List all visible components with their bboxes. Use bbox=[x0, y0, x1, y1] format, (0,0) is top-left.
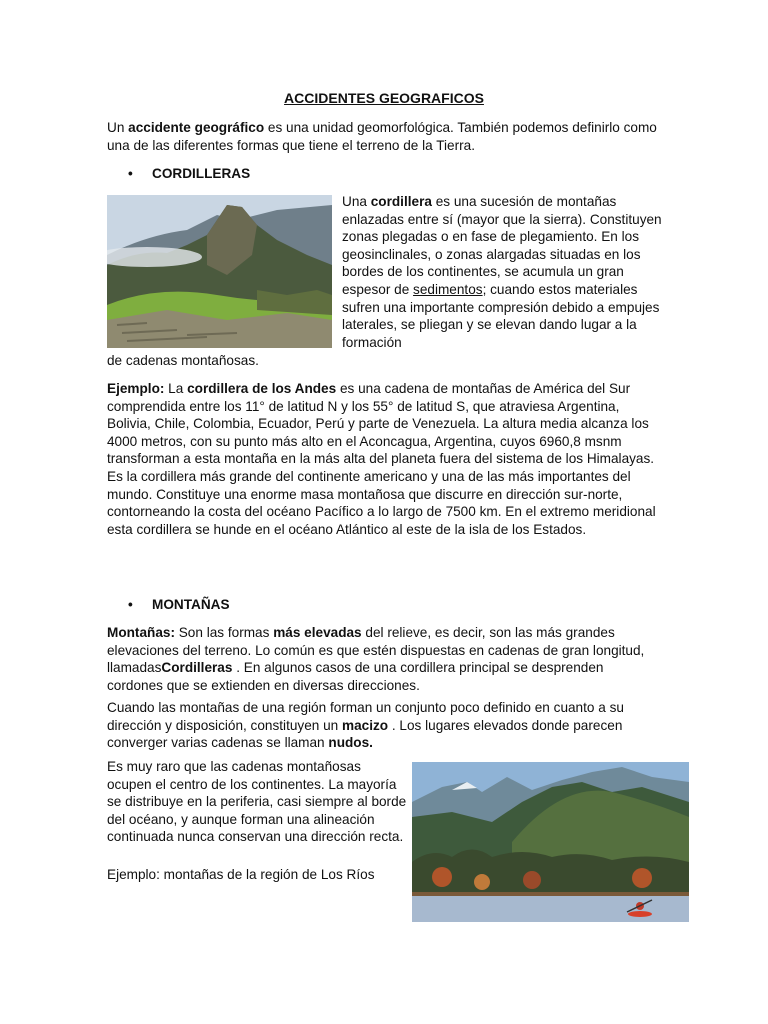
bullet-dot: • bbox=[128, 597, 133, 612]
p1-bold-1: Montañas: bbox=[107, 625, 175, 640]
intro-bold-term: accidente geográfico bbox=[128, 120, 265, 135]
sedimentos-link[interactable]: sedimentos bbox=[413, 281, 483, 297]
machu-picchu-photo bbox=[107, 195, 332, 348]
cordillera-definition-end: de cadenas montañosas. bbox=[107, 353, 259, 368]
p1-text-2: del relieve, es decir, son las más grandes elevaciones del terreno. Lo común es que estén dispuestas en cadenas de gran longitud, llamadas bbox=[107, 625, 645, 676]
example-text-1: La bbox=[164, 381, 188, 396]
bullet-montanas bbox=[128, 596, 230, 614]
p1-bold-3: Cordilleras bbox=[161, 660, 233, 676]
example-bold-andes: cordillera de los Andes bbox=[187, 381, 337, 396]
p2-text-2: . Los lugares elevados donde parecen converger varias cadenas se llaman bbox=[107, 717, 623, 751]
los-rios-photo bbox=[412, 762, 689, 922]
page-title: ACCIDENTES GEOGRAFICOS bbox=[284, 90, 484, 106]
section-heading-cordilleras: CORDILLERAS bbox=[152, 166, 251, 181]
example-text-2: es una cadena de montañas de América del Sur comprendida entre los 11° de latitud N y los 55° de latitud S, que atraviesa Argentina, Bolivia, Chile, Colombia, Ecuador, Perú y parte de Venezuela. La altura media alcanza los 4000 metros, con su punto más alto en el Aconcagua, Argentina, cuyos 6960,8 msnm transforman a esta montaña en la más alta del planeta fuera del sistema de los Himalayas. Es la cordillera más grande del continente americano y una de las más importantes del mundo. Constituye una enorme masa montañosa que discurre en dirección sur-norte, contorneando la costa del océano Pacífico a lo largo de 7500 km. En el extremo meridional esta cordillera se hunde en el océano Atlántico al este de la isla de los Estados. bbox=[107, 381, 656, 537]
p2-bold-nudos: nudos. bbox=[328, 735, 373, 751]
montanas-paragraph-1 bbox=[107, 624, 659, 694]
cordillera-definition bbox=[342, 193, 662, 351]
example-label: Ejemplo: bbox=[107, 381, 165, 396]
intro-paragraph bbox=[107, 119, 659, 154]
p2-text-1: Cuando las montañas de una región forman un conjunto poco definido en cuanto a su dirección y disposición, constituyen un bbox=[107, 700, 624, 733]
p1-bold-2: más elevadas bbox=[273, 625, 362, 640]
montanas-paragraph-2 bbox=[107, 699, 659, 752]
p1-text-1: Son las formas bbox=[174, 625, 274, 640]
p1-text-3: . En algunos casos de una cordillera principal se desprenden cordones que se extienden en diversas direcciones. bbox=[107, 660, 604, 693]
bullet-dot: • bbox=[128, 166, 133, 181]
bullet-cordilleras bbox=[128, 165, 250, 183]
def-text-2: es una sucesión de montañas enlazadas entre sí (mayor que la sierra). Constituyen zonas plegadas o en fase de plegamiento. En los geosinclinales, o zonas alargadas situadas en los bordes de los continentes, se acumula un gran espesor de bbox=[342, 194, 662, 297]
section-heading-montanas: MONTAÑAS bbox=[152, 597, 230, 612]
andes-example bbox=[107, 380, 659, 538]
def-text-1: Una bbox=[342, 194, 371, 209]
def-bold-term: cordillera bbox=[370, 194, 432, 209]
montanas-paragraph-3: Es muy raro que las cadenas montañosas ocupen el centro de los continentes. La mayoría se distribuye en la periferia, casi siempre al borde del océano, y aunque forman una alineación continuada nunca conservan una dirección recta. bbox=[107, 759, 407, 845]
p2-bold-macizo: macizo bbox=[342, 717, 389, 733]
def-text-3: ; cuando estos materiales sufren una importante compresión debido a empujes laterales, se pliegan y se elevan dando lugar a la formación bbox=[342, 281, 660, 350]
intro-text-2: es una unidad geomorfológica. También podemos definirlo como una de las diferentes formas que tiene el terreno de la Tierra. bbox=[107, 120, 657, 153]
montanas-example: Ejemplo: montañas de la región de Los Ríos bbox=[107, 867, 375, 882]
intro-text-1: Un bbox=[107, 120, 129, 135]
